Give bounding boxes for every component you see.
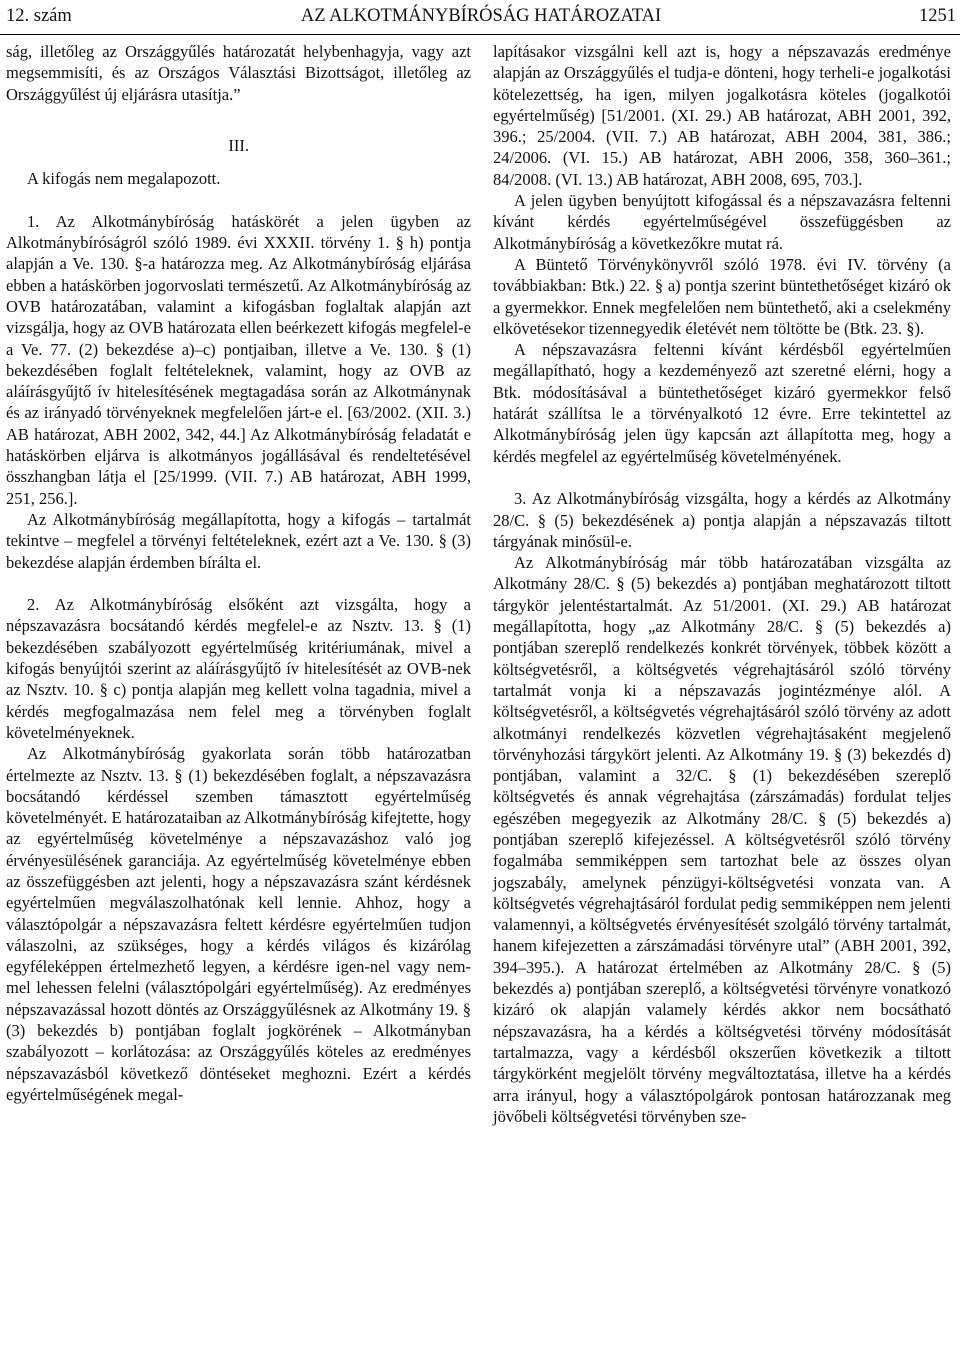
paragraph: lapításakor vizsgálni kell azt is, hogy a népszavazás eredménye alapján az Országgyűlés el tudja-e dönteni, hogy terheli-e jogalkotási kötelezettség, ha igen, milyen jogalkotásra köteles (jogalkotói egyértelműség) [51/2001. (XI. 29.) AB határozat, ABH 2001, 392, 396.; 25/2004. (VII. 7.) AB határozat, ABH 2004, 381, 386.; 24/2006. (VI. 15.) AB határozat, ABH 2006, 358, 360–361.; 84/2008. (VI. 13.) AB határozat, ABH 2008, 695, 703.]. [493,42,951,189]
left-column [6,41,471,1105]
page-header [6,0,956,32]
right-column [493,41,951,1127]
paragraph: A jelen ügyben benyújtott kifogással és a népszavazásra feltenni kívánt kérdés egyértelműségével összefüggésben az Alkotmánybíróság a következőkre mutat rá. [493,191,951,253]
paragraph: A népszavazásra feltenni kívánt kérdésből egyértelműen megállapítható, hogy a kezdeményező azt szeretné elérni, hogy a Btk. módosításával a büntethetőséget kizáró gyermekkor felső határát szállítsa le a törvényalkotó 12 évre. Erre tekintettel az Alkotmánybíróság jelen ügy kapcsán azt állapította meg, hogy a kérdés megfelel az egyértelműség követelményének. [493,340,951,466]
paragraph: 3. Az Alkotmánybíróság vizsgálta, hogy a kérdés az Alkotmány 28/C. § (5) bekezdésének a) pontja alapján a népszavazás tiltott tárgyának minősül-e. [493,489,951,551]
header-rule [0,34,960,35]
paragraph: Az Alkotmánybíróság megállapította, hogy a kifogás – tartalmát tekintve – megfelel a törvényi feltételeknek, ezért azt a Ve. 130. § (3) bekezdése alapján érdemben bírálta el. [6,509,471,572]
issue-number: 12. szám [6,6,72,26]
section-heading: III. [228,135,249,155]
paragraph: A kifogás nem megalapozott. [27,169,221,189]
paragraph: 2. Az Alkotmánybíróság elsőként azt vizsgálta, hogy a népszavazásra bocsátandó kérdés megfelel-e az Nsztv. 13. § (1) bekezdésében szabályozott egyértelműség kritériumának, mivel a kifogás benyújtói szerint az aláírásgyűjtő ív hitelesítését az OVB-nek az Nsztv. 10. § c) pontja alapján meg kellett volna tagadnia, mivel a kérdés megfogalmazása nem felel meg a törvényben foglalt követelményeknek. [6,595,471,742]
paragraph: 1. Az Alkotmánybíróság hatáskörét a jelen ügyben az Alkotmánybíróságról szóló 1989. évi XXXII. törvény 1. § h) pontja alapján a Ve. 130. §-a határozza meg. Az Alkotmánybíróság eljárása ebben a hatáskörben jogorvoslati természetű. Az Alkotmánybíróság az OVB határozatában, valamint a kifogásban foglaltak alapján azt vizsgálja, hogy az OVB határozata ellen beérkezett kifogás megfelel-e a Ve. 77. (2) bekezdése a)–c) pontjaiban, illetve a Ve. 130. § (1) bekezdésében foglalt feltételeknek, valamint, hogy az OVB az aláírásgyűjtő ív hitelesítésének megtagadása során az Alkotmánynak és az irányadó törvényeknek megfelelően járt-e el. [63/2002. (XII. 3.) AB határozat, ABH 2002, 342, 44.] Az Alkotmánybíróság feladatát e hatáskörben eljárva is alkotmányos jogállásával és rendeltetésével összhangban látja el [25/1999. (VII. 7.) AB határozat, ABH 1999, 251, 256.]. [6,211,471,508]
paragraph: A Büntető Törvénykönyvről szóló 1978. évi IV. törvény (a továbbiakban: Btk.) 22. § a) pontja szerint büntethetőséget kizáró ok a gyermekkor. Ennek megfelelően nem büntethető, aki a cselekmény elkövetésekor tizennegyedik életévét nem töltötte be (Btk. 23. §). [493,254,951,338]
page-number: 1251 [919,6,956,26]
paragraph: Az Alkotmánybíróság gyakorlata során több határozatban értelmezte az Nsztv. 13. § (1) bekezdésében foglalt, a népszavazásra bocsátandó kérdéssel szemben támasztott egyértelműség követelményét. E határozataiban az Alkotmánybíróság kifejtette, hogy az egyértelműség követelménye a népszavazáshoz való jog érvényesülésének garanciája. Az egyértelműség követelménye ebben az összefüggésben azt jelenti, hogy a népszavazásra szánt kérdésnek egyértelműen megválaszolhatónak kell lennie. Ahhoz, hogy a választópolgár a népszavazásra feltett kérdésre egyértelműen tudjon válaszolni, az szükséges, hogy a kérdés világos és kizárólag egyféleképpen értelmezhető legyen, a kérdésre igen-nel vagy nem-mel lehessen felelni (választópolgári egyértelműség). Az eredményes népszavazással hozott döntés az Országgyűlésnek az Alkotmány 19. § (3) bekezdés b) pontjában foglalt jogkörének – Alkotmányban szabályozott – korlátozása: az Országgyűlés köteles az eredményes népszavazásból következő döntéseket meghozni. Ezért a kérdés egyértelműségének megal- [6,744,471,1104]
publication-title: AZ ALKOTMÁNYBÍRÓSÁG HATÁROZATAI [300,6,662,26]
paragraph: Az Alkotmánybíróság már több határozatában vizsgálta az Alkotmány 28/C. § (5) bekezdés a) pontjában meghatározott tiltott tárgykör jelentéstartalmát. Az 51/2001. (XI. 29.) AB határozat megállapította, hogy „az Alkotmány 28/C. § (5) bekezdés a) pontjában szereplő rendelkezés konkrét törvények, többek között a költségvetésről, a költségvetés végrehajtásáról szóló törvény tartalmát vonja ki a népszavazás jogintézménye alól. A költségvetésről, a költségvetés végrehajtásáról szóló törvény az adott alkotmányi rendelkezés közvetlen végrehajtásaként megjelenő törvényhozási tárgykört jelenti. Az Alkotmány 19. § (3) bekezdés d) pontjában, valamint a 32/C. § (1) bekezdésében szereplő költségvetés és annak végrehajtása (zárszámadás) fordulat teljes egészében megegyezik az Alkotmány 28/C. § (5) bekezdés a) pontjában szereplő kifejezéssel. A költségvetésről szóló törvény fogalmába semmiképpen sem tartozhat bele az összes olyan jogszabály, amelynek pénzügyi-költségvetési vonzata van. A költségvetés végrehajtásáról fordulat pedig semmiképpen nem jelenti valamennyi, a költségvetés érvényesítését szolgáló törvény tartalmát, hanem kifejezetten a zárszámadási törvényre utal” (ABH 2001, 392, 394–395.). A határozat értelmében az Alkotmány 28/C. § (5) bekezdés a) pontjában szereplő, a költségvetési törvényre vonatkozó kizáró ok alapján valamely kérdés akkor nem bocsátható népszavazásra, ha a kérdés a költségvetési törvény módosítását tartalmazza, vagy a kérdésből okszerűen következik a tiltott tárgykörként megjelölt törvény megváltoztatása, illetve ha a kérdés arra irányul, hogy a választópolgárok pontosan határozzanak meg jövőbeli költségvetési törvényben sze- [493,553,951,1126]
paragraph: ság, illetőleg az Országgyűlés határozatát helybenhagyja, vagy azt megsemmisíti, és az Országos Választási Bizottságot, illetőleg az Országgyűlést új eljárásra utasítja.” [6,42,471,104]
